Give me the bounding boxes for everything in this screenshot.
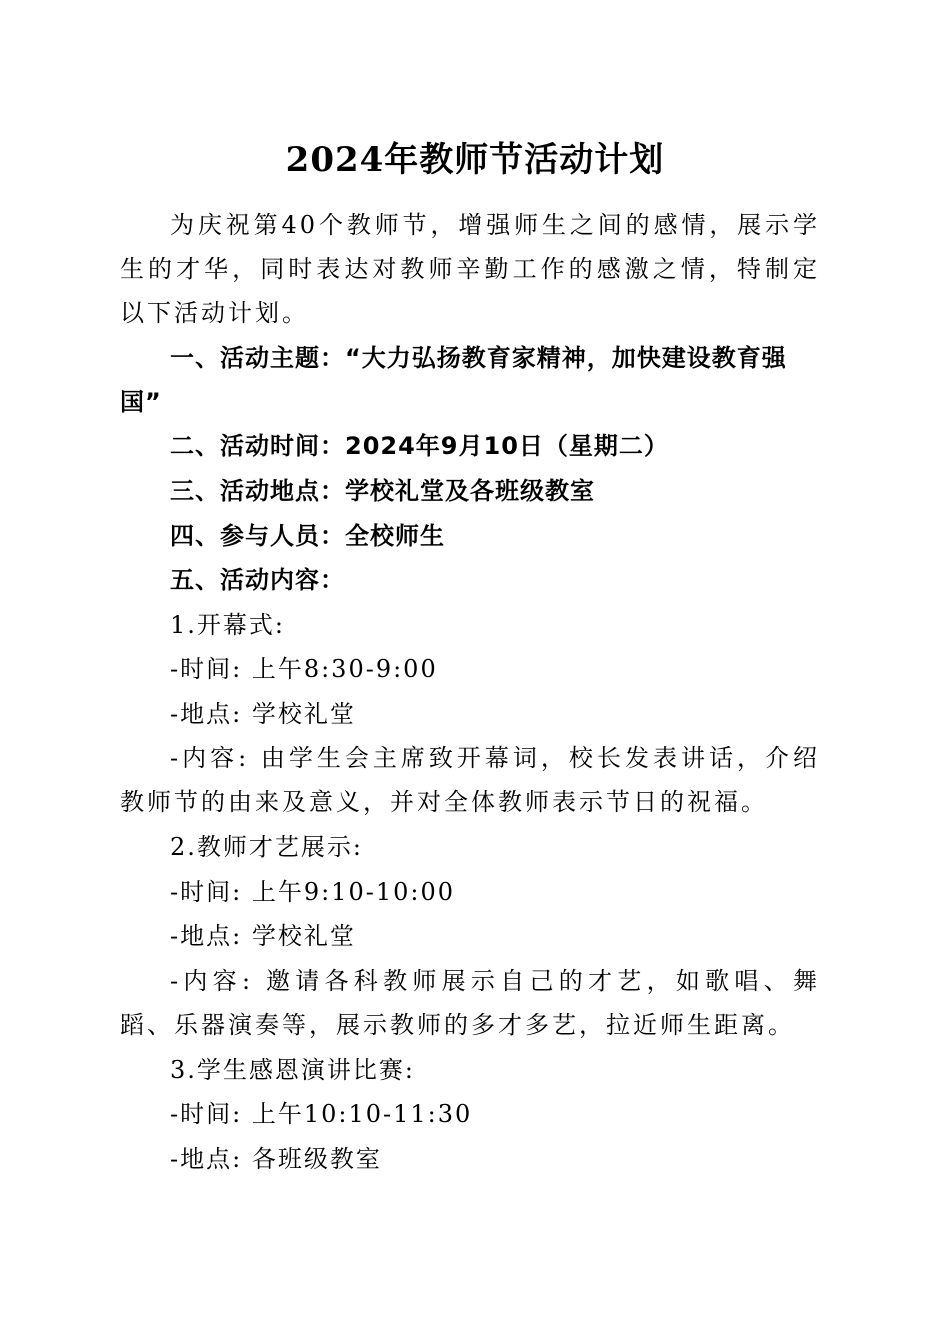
section-participants: 四、参与人员：全校师生 [170,522,445,550]
item-2-place: -地点: 学校礼堂 [170,922,356,950]
item-2-time: -时间: 上午9:10-10:00 [170,878,455,906]
item-1-place: -地点: 学校礼堂 [170,700,356,728]
item-3-time: -时间: 上午10:10-11:30 [170,1100,473,1128]
document-title: 2024年教师节活动计划 [285,140,665,180]
item-3-place: -地点: 各班级教室 [170,1145,382,1173]
item-3-heading: 3.学生感恩演讲比赛: [170,1056,415,1084]
item-1-heading: 1.开幕式: [170,611,285,639]
item-1-time: -时间: 上午8:30-9:00 [170,655,438,683]
section-location: 三、活动地点：学校礼堂及各班级教室 [170,477,595,505]
item-2-content: -内容: 邀请各科教师展示自己的才艺，如歌唱、舞蹈、乐器演奏等，展示教师的多才多艺，拉近师生距离。 [120,967,820,1039]
section-content-heading: 五、活动内容： [170,566,345,594]
intro-paragraph: 为庆祝第40个教师节，增强师生之间的感情，展示学生的才华，同时表达对教师辛勤工作的感激之情，特制定以下活动计划。 [120,211,820,327]
section-time: 二、活动时间：2024年9月10日（星期二） [170,432,669,460]
item-1-content: -内容: 由学生会主席致开幕词，校长发表讲话，介绍教师节的由来及意义，并对全体教师表示节日的祝福。 [120,744,820,816]
item-2-heading: 2.教师才艺展示: [170,833,363,861]
section-theme: 一、活动主题：“大力弘扬教育家精神，加快建设教育强国” [120,344,787,416]
